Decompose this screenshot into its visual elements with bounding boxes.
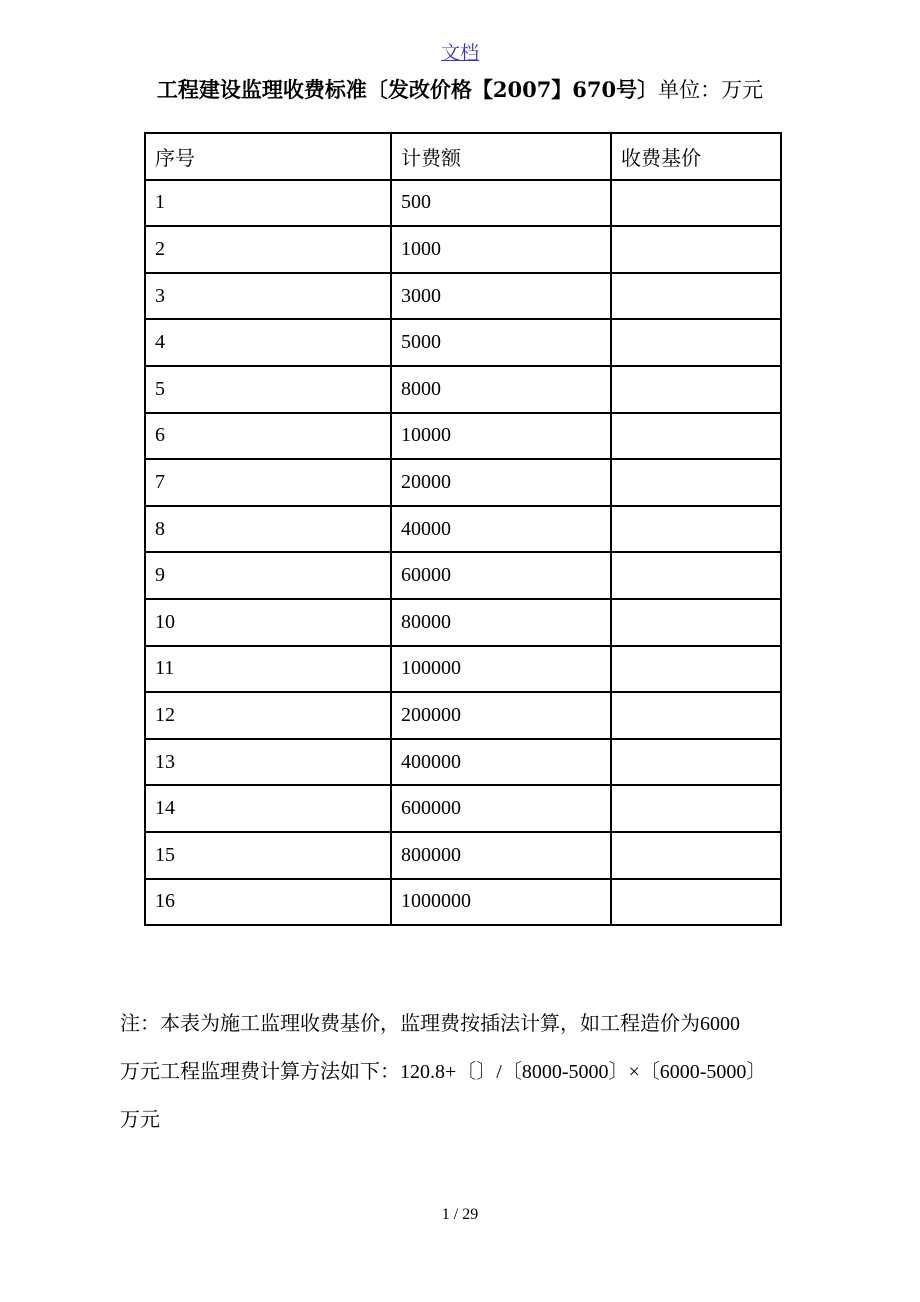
cell-base-price [611,506,781,553]
cell-index: 5 [145,366,391,413]
cell-base-price [611,459,781,506]
title-main: 工程建设监理收费标准〔发改价格【2007】670号〕 [156,77,659,102]
cell-fee-amount: 500 [391,180,611,227]
cell-fee-amount: 1000000 [391,879,611,926]
cell-index: 16 [145,879,391,926]
table-row [145,180,781,227]
cell-fee-amount: 1000 [391,226,611,273]
cell-base-price [611,552,781,599]
note-line: 万元工程监理费计算方法如下：120.8+〔〕/〔8000-5000〕×〔6000-5000〕 [120,1061,767,1083]
table-row [145,552,781,599]
cell-base-price [611,785,781,832]
table-row [145,739,781,786]
cell-fee-amount: 8000 [391,366,611,413]
cell-fee-amount: 5000 [391,319,611,366]
header-cell-fee-amount: 计费额 [391,133,611,180]
title-unit: 单位：万元 [658,78,764,102]
table-row [145,319,781,366]
cell-base-price [611,879,781,926]
page-number: 1 / 29 [441,1206,479,1223]
cell-base-price [611,413,781,460]
table-row [145,832,781,879]
header-cell-index: 序号 [145,133,391,180]
cell-index: 14 [145,785,391,832]
cell-fee-amount: 20000 [391,459,611,506]
cell-base-price [611,180,781,227]
table-row [145,879,781,926]
note-paragraph [120,1000,810,1144]
cell-fee-amount: 60000 [391,552,611,599]
table-row [145,506,781,553]
table-row [145,273,781,320]
header-cell-base-price: 收费基价 [611,133,781,180]
table-row [145,785,781,832]
table-row [145,692,781,739]
fee-table [144,132,782,926]
cell-index: 1 [145,180,391,227]
cell-fee-amount: 800000 [391,832,611,879]
document-title [0,74,920,104]
cell-base-price [611,832,781,879]
cell-index: 8 [145,506,391,553]
cell-index: 9 [145,552,391,599]
cell-index: 3 [145,273,391,320]
cell-index: 10 [145,599,391,646]
cell-index: 6 [145,413,391,460]
cell-base-price [611,692,781,739]
cell-index: 15 [145,832,391,879]
note-line: 注：本表为施工监理收费基价，监理费按插法计算，如工程造价为6000 [120,1013,740,1035]
table-row [145,226,781,273]
cell-fee-amount: 10000 [391,413,611,460]
cell-index: 13 [145,739,391,786]
header-link[interactable]: 文档 [440,42,479,64]
cell-base-price [611,226,781,273]
table-row [145,459,781,506]
cell-index: 4 [145,319,391,366]
table-row [145,413,781,460]
cell-fee-amount: 80000 [391,599,611,646]
cell-base-price [611,646,781,693]
table-row [145,366,781,413]
cell-base-price [611,366,781,413]
cell-fee-amount: 3000 [391,273,611,320]
cell-fee-amount: 40000 [391,506,611,553]
cell-fee-amount: 200000 [391,692,611,739]
cell-base-price [611,739,781,786]
table-row [145,646,781,693]
cell-base-price [611,319,781,366]
cell-index: 2 [145,226,391,273]
cell-fee-amount: 100000 [391,646,611,693]
cell-fee-amount: 600000 [391,785,611,832]
cell-base-price [611,599,781,646]
note-line: 万元 [120,1109,160,1131]
cell-index: 7 [145,459,391,506]
table-header-row [145,133,781,180]
cell-index: 11 [145,646,391,693]
cell-fee-amount: 400000 [391,739,611,786]
table-row [145,599,781,646]
cell-base-price [611,273,781,320]
cell-index: 12 [145,692,391,739]
